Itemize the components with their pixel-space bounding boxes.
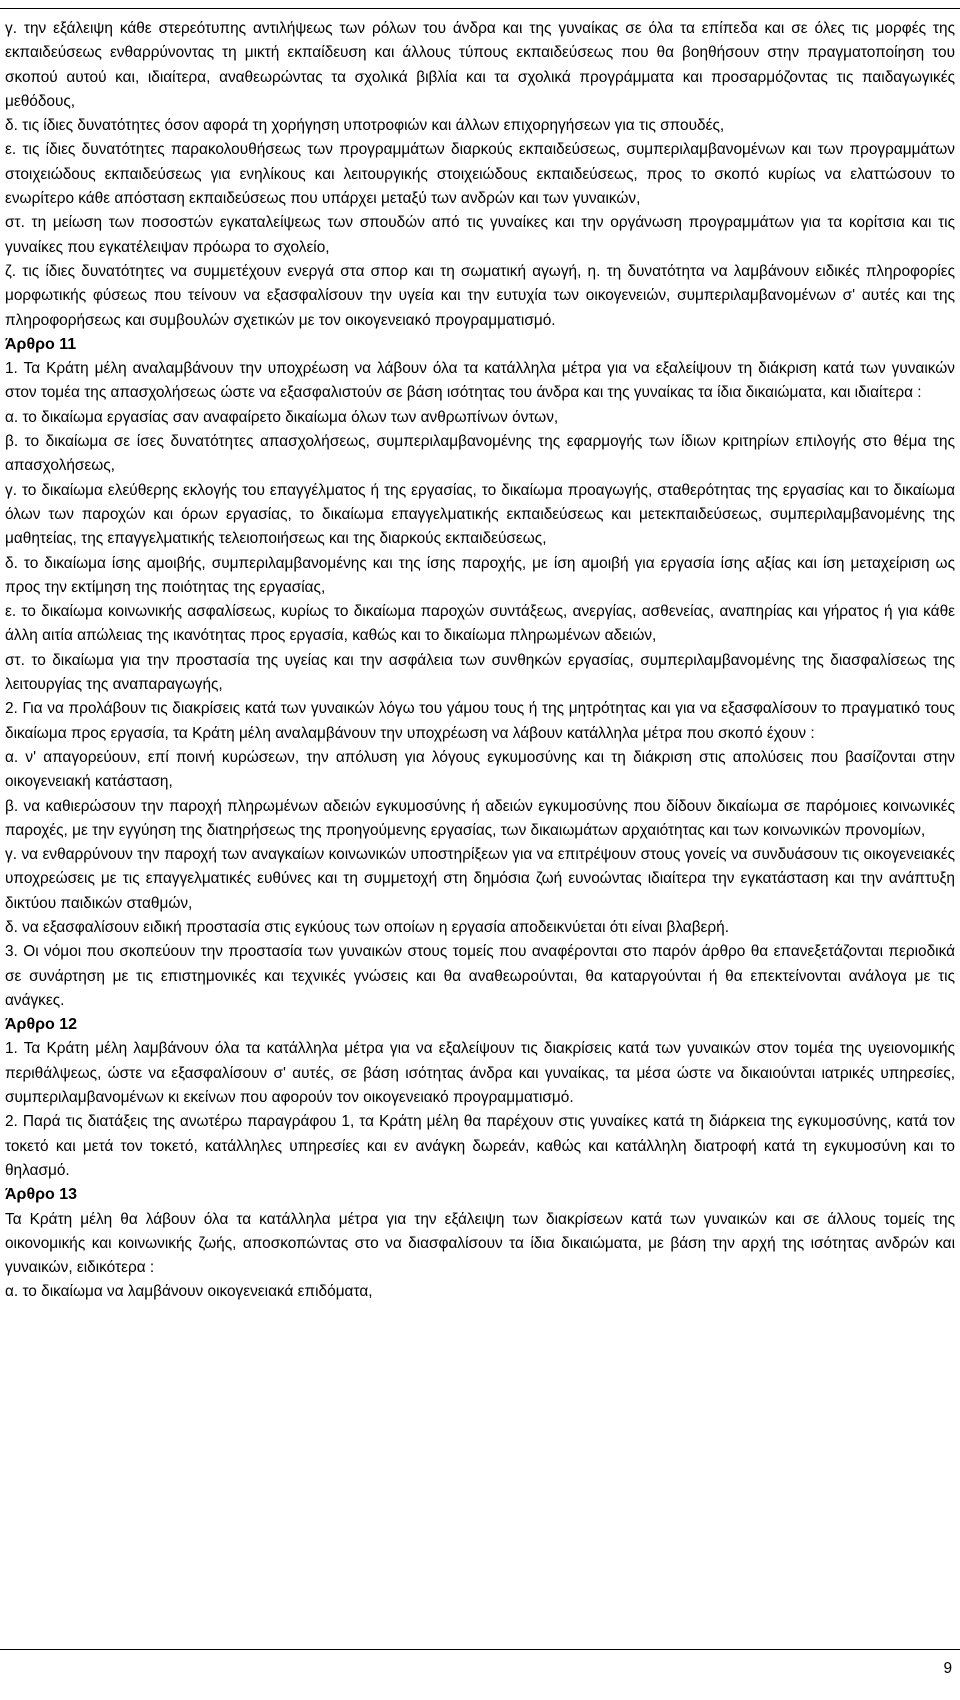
bottom-rule: [0, 1649, 960, 1650]
paragraph-delta-scholarships: δ. τις ίδιες δυνατότητες όσον αφορά τη χορήγηση υποτροφιών και άλλων επιχορηγήσεων για τις σπουδές,: [5, 117, 725, 135]
document-body: [5, 17, 955, 1305]
article-12-paragraph-1: 1. Τα Κράτη μέλη λαμβάνουν όλα τα κατάλληλα μέτρα για να εξαλείψουν τις διακρίσεις κατά των γυναικών στον τομέα της υγειονομικής περιθάλψεως, ώστε να εξασφαλίσουν σ' αυτές, σε βάση ισότητας άνδρα και γυναίκας, τα μέσα ώστε να δικαιούνται ιατρικές υπηρεσίες, συμπεριλαμβανομένων κι εκείνων που αφορούν τον οικογενειακό προγραμματισμό.: [5, 1040, 955, 1107]
article-11-2-item-delta: δ. να εξασφαλίσουν ειδική προστασία στις εγκύους των οποίων η εργασία αποδεικνύεται ότι είναι βλαβερή.: [5, 918, 729, 936]
article-13-intro: Τα Κράτη μέλη θα λάβουν όλα τα κατάλληλα μέτρα για την εξάλειψη των διακρίσεων κατά των γυναικών και σε άλλους τομείς της οικονομικής και κοινωνικής ζωής, αποσκοπώντας στο να διασφαλίσουν τα ίδια δικαιώματα, με βάση την αρχή της ισότητας ανδρών και γυναικών, ειδικότερα :: [5, 1210, 955, 1277]
paragraph-zeta-eta-sports-health: ζ. τις ίδιες δυνατότητες να συμμετέχουν ενεργά στα σπορ και τη σωματική αγωγή, η. τη δυνατότητα να λαμβάνουν ειδικές πληροφορίες μορφωτικής φύσεως που τείνουν να εξασφαλίσουν την υγεία και την ευτυχία των οικογενειών, συμπεριλαμβανομένων σ' αυτές και της πληροφορήσεως και συμβουλών σχετικών με τον οικογενειακό προγραμματισμό.: [5, 262, 955, 329]
article-11-item-beta: β. το δικαίωμα σε ίσες δυνατότητες απασχολήσεως, συμπεριλαμβανομένης της εφαρμογής των ίδιων κριτηρίων επιλογής στο θέμα της απασχολήσεως,: [5, 433, 955, 475]
top-rule: [0, 8, 960, 9]
paragraph-gamma-stereotypes: γ. την εξάλειψη κάθε στερεότυπης αντιλήψεως των ρόλων του άνδρα και της γυναίκας σε όλα τα επίπεδα και σε όλες τις μορφές της εκπαιδεύσεως ενθαρρύνοντας τη μικτή εκπαίδευση και άλλους τύπους εκπαιδεύσεως που θα βοηθήσουν στην πραγματοποίηση του σκοπού αυτού και, ιδιαίτερα, αναθεωρώντας τα σχολικά βιβλία και τα σχολικά προγράμματα και προσαρμόζοντας τις παιδαγωγικές μεθόδους,: [5, 20, 955, 110]
article-13-item-alpha: α. το δικαίωμα να λαμβάνουν οικογενειακά επιδόματα,: [5, 1283, 373, 1301]
article-11-item-epsilon: ε. το δικαίωμα κοινωνικής ασφαλίσεως, κυρίως το δικαίωμα παροχών συντάξεως, ανεργίας, ασθενείας, αναπηρίας και γήρατος ή για κάθε άλλη αιτία απώλειας της ικανότητας προς εργασία, καθώς και το δικαίωμα πληρωμένων αδειών,: [5, 603, 955, 645]
article-12-paragraph-2: 2. Παρά τις διατάξεις της ανωτέρω παραγράφου 1, τα Κράτη μέλη θα παρέχουν στις γυναίκες κατά τη διάρκεια της εγκυμοσύνης, κατά τον τοκετό και μετά τον τοκετό, κατάλληλες υπηρεσίες και εν ανάγκη δωρεάν, καθώς και κατάλληλη διατροφή κατά τη εγκυμοσύνη και το θηλασμό.: [5, 1113, 955, 1179]
article-11-2-item-beta: β. να καθιερώσουν την παροχή πληρωμένων αδειών εγκυμοσύνης ή αδειών εγκυμοσύνης που δίδουν δικαίωμα σε παρόμοιες κοινωνικές παροχές, με την εγγύηση της διατηρήσεως της προηγούμενης εργασίας, των δικαιωμάτων αρχαιότητας και των κοινωνικών προνομίων,: [5, 797, 955, 839]
article-12-heading: Άρθρο 12: [5, 1016, 78, 1034]
article-11-paragraph-2: 2. Για να προλάβουν τις διακρίσεις κατά των γυναικών λόγω του γάμου τους ή της μητρότητας και για να εξασφαλίσουν το πραγματικό τους δικαίωμα προς εργασία, τα Κράτη μέλη αναλαμβάνουν την υποχρέωση να λάβουν κατάλληλα μέτρα που σκοπό έχουν :: [5, 700, 955, 742]
paragraph-epsilon-continuing-education: ε. τις ίδιες δυνατότητες παρακολουθήσεως των προγραμμάτων διαρκούς εκπαιδεύσεως, συμπεριλαμβανομένων και των προγραμμάτων στοιχειώδους εκπαιδεύσεως για ενηλίκους και λειτουργικής στοιχειώδους εκπαιδεύσεως, προς το σκοπό κυρίως να ελαττώσουν το ενωρίτερο κάθε απόσταση εκπαιδεύσεως που υπάρχει μεταξύ των ανδρών και των γυναικών,: [5, 141, 955, 208]
article-11-item-st: στ. το δικαίωμα για την προστασία της υγείας και την ασφάλεια των συνθηκών εργασίας, συμπεριλαμβανομένης της διασφαλίσεως της λειτουργίας της αναπαραγωγής,: [5, 651, 955, 694]
article-11-heading: Άρθρο 11: [5, 335, 77, 353]
article-11-item-alpha: α. το δικαίωμα εργασίας σαν αναφαίρετο δικαίωμα όλων των ανθρωπίνων όντων,: [5, 408, 559, 426]
article-11-paragraph-1: 1. Τα Κράτη μέλη αναλαμβάνουν την υποχρέωση να λάβουν όλα τα κατάλληλα μέτρα για να εξαλείψουν τη διάκριση κατά των γυναικών στον τομέα της απασχολήσεως ώστε να εξασφαλιστούν σε βάση ισότητας του άνδρα και της γυναίκας τα ίδια δικαιώματα, και ιδιαίτερα :: [5, 360, 955, 402]
article-11-paragraph-3: 3. Οι νόμοι που σκοπεύουν την προστασία των γυναικών στους τομείς που αναφέρονται στο παρόν άρθρο θα επανεξετάζονται περιοδικά σε συνάρτηση με τις επιστημονικές και τεχνικές γνώσεις και θα αναθεωρούνται, θα καταργούνται ή θα επεκτείνονται ανάλογα με τις ανάγκες.: [5, 943, 955, 1009]
page-number: 9: [943, 1660, 952, 1677]
article-11-item-delta: δ. το δικαίωμα ίσης αμοιβής, συμπεριλαμβανομένης και της ίσης παροχής, με ίση αμοιβή για εργασία ίσης αξίας και ίση μεταχείριση ως προς την εκτίμηση της ποιότητας της εργασίας,: [5, 554, 955, 596]
article-11-item-gamma: γ. το δικαίωμα ελεύθερης εκλογής του επαγγέλματος ή της εργασίας, το δικαίωμα προαγωγής, σταθερότητας της εργασίας και το δικαίωμα όλων των παροχών και όρων εργασίας, το δικαίωμα επαγγελματικής εκπαιδεύσεως και μετεκπαιδεύσεως, συμπεριλαμβανομένης της μαθητείας, της επαγγελματικής τελειοποιήσεως και της διαρκούς εκπαιδεύσεως,: [5, 481, 955, 548]
paragraph-st-dropout: στ. τη μείωση των ποσοστών εγκαταλείψεως των σπουδών από τις γυναίκες και την οργάνωση προγραμμάτων για τα κορίτσια και τις γυναίκες που εγκατέλειψαν πρόωρα το σχολείο,: [5, 214, 955, 256]
article-11-2-item-gamma: γ. να ενθαρρύνουν την παροχή των αναγκαίων κοινωνικών υποστηρίξεων για να επιτρέψουν στους γονείς να συνδυάσουν τις οικογενειακές υποχρεώσεις με τις επαγγελματικές ευθύνες και τη συμμετοχή στη δημόσια ζωή ευνοώντας ιδιαίτερα την εγκατάσταση και την ανάπτυξη δικτύου παιδικών σταθμών,: [5, 846, 955, 912]
article-11-2-item-alpha: α. ν' απαγορεύουν, επί ποινή κυρώσεων, την απόλυση για λόγους εγκυμοσύνης και τη διάκριση στις απολύσεις που βασίζονται στην οικογενειακή κατάσταση,: [5, 748, 955, 791]
article-13-heading: Άρθρο 13: [5, 1186, 78, 1204]
